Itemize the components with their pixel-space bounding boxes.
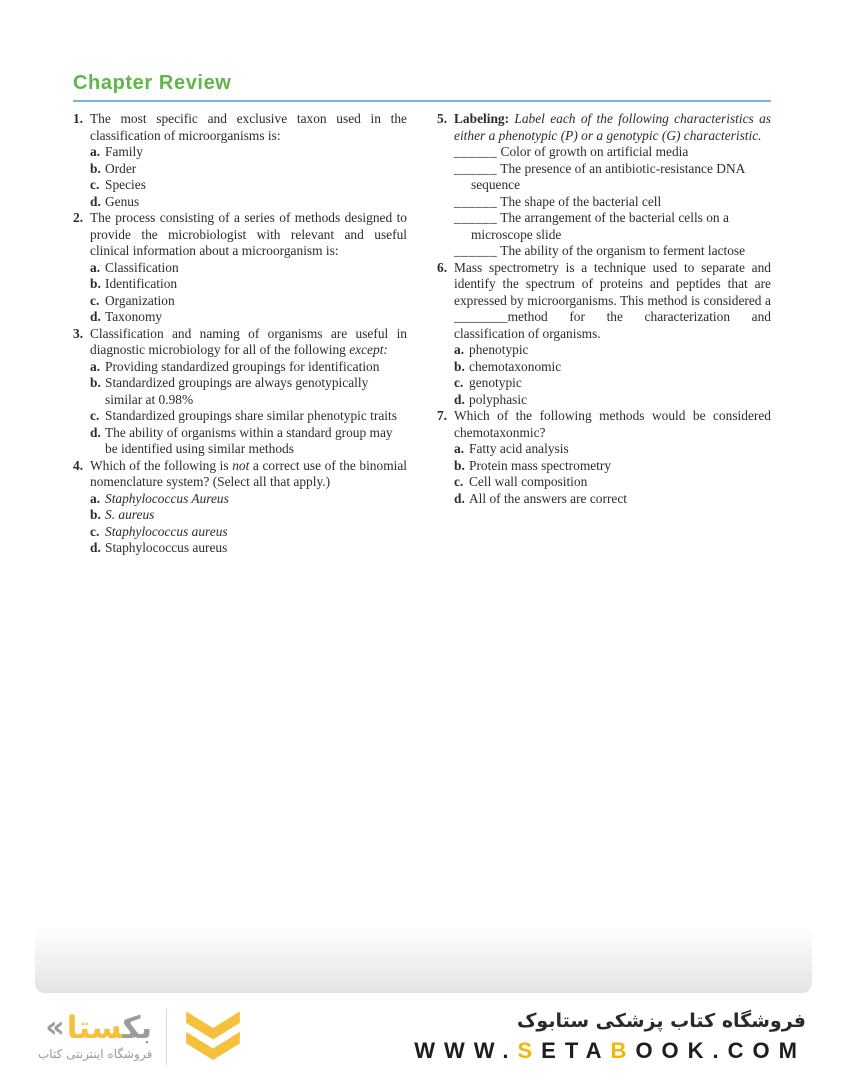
answer-option <box>90 524 407 541</box>
answer-option <box>454 458 771 475</box>
option-text: S. aureus <box>105 507 155 522</box>
option-letter: a. <box>90 490 101 506</box>
option-letter: b. <box>454 457 465 473</box>
labeling-blank-item: ______ The ability of the organism to ferment lactose <box>454 243 746 258</box>
question-number: 2. <box>73 210 84 225</box>
question <box>437 111 771 260</box>
option-letter: d. <box>90 424 101 440</box>
question-number: 5. <box>437 111 448 126</box>
option-letter: b. <box>90 160 101 176</box>
option-letter: a. <box>90 358 101 374</box>
question-number: 1. <box>73 111 84 126</box>
question-prompt: Classification and naming of organisms are useful in diagnostic microbiology for all of the following except: <box>90 325 407 357</box>
option-letter: d. <box>90 540 101 555</box>
option-letter: d. <box>90 309 101 324</box>
question-body <box>454 111 771 260</box>
logo-wordmark-yellow: ستا <box>66 1010 123 1047</box>
website-url <box>414 1038 806 1064</box>
option-letter: c. <box>454 474 464 489</box>
question-columns <box>73 111 771 557</box>
footer-right <box>414 1010 806 1064</box>
labeling-blank-item: ______ The presence of an antibiotic-resistance DNA sequence <box>454 160 745 192</box>
option-text: Providing standardized groupings for identification <box>105 358 380 374</box>
option-text: Organization <box>105 292 175 308</box>
answer-option <box>454 441 771 458</box>
labeling-blank-item: ______ The shape of the bacterial cell <box>454 193 662 209</box>
question-number: 6. <box>437 259 448 275</box>
option-letter: a. <box>454 342 465 357</box>
answer-option <box>90 507 407 524</box>
option-text: Fatty acid analysis <box>469 441 569 456</box>
question-body <box>454 260 771 409</box>
url-segment: ETA <box>541 1037 611 1063</box>
question-number: 4. <box>73 457 84 473</box>
option-letter: d. <box>90 193 101 209</box>
answer-option <box>90 177 407 194</box>
setabook-logo <box>38 1006 245 1068</box>
question <box>73 111 407 210</box>
option-letter: c. <box>454 375 464 390</box>
answer-option <box>454 359 771 376</box>
option-letter: c. <box>90 177 100 192</box>
fill-in-blank-line: ______ <box>454 210 498 225</box>
option-letter: b. <box>454 358 465 374</box>
logo-arrow-icon: « <box>45 1010 65 1046</box>
fill-in-blank-line: ______ <box>454 243 498 258</box>
option-text: Genus <box>105 193 140 209</box>
option-text: Standardized groupings are always genotypically similar at 0.98% <box>105 375 369 407</box>
store-name: فروشگاه کتاب پزشکی ستابوک <box>516 1009 806 1032</box>
answer-option <box>454 342 771 359</box>
option-letter: b. <box>90 507 101 522</box>
question-body <box>90 111 407 210</box>
question <box>437 260 771 409</box>
questions-column-right <box>437 111 771 557</box>
url-segment: S <box>517 1037 542 1063</box>
answer-option <box>90 161 407 178</box>
answer-option <box>90 408 407 425</box>
answer-option <box>90 540 407 557</box>
answer-option <box>454 375 771 392</box>
option-text: Taxonomy <box>105 309 163 324</box>
labeling-blank-item: ______ The arrangement of the bacterial cells on a microscope slide <box>454 210 729 242</box>
option-text: chemotaxonomic <box>469 358 562 374</box>
option-text: The ability of organisms within a standard group may be identified using similar methods <box>105 424 393 456</box>
question-number: 7. <box>437 408 448 423</box>
question-prompt: Which of the following methods would be considered chemotaxonmic? <box>454 408 771 440</box>
option-text: phenotypic <box>469 342 529 357</box>
question-prompt: The most specific and exclusive taxon used in the classification of microorganisms is: <box>90 111 407 143</box>
answer-option <box>90 260 407 277</box>
option-text: Standardized groupings share similar phenotypic traits <box>105 408 397 423</box>
url-segment: WWW. <box>414 1037 518 1063</box>
question-prompt: Mass spectrometry is a technique used to separate and identify the spectrum of proteins and peptides that are expressed by microorganisms. This method is considered a ________method for the characterization and classification of organisms. <box>454 259 771 341</box>
logo-wordmark-gray: بک <box>122 1010 153 1047</box>
option-text: Classification <box>105 259 179 275</box>
fill-in-blank-line: ______ <box>454 160 498 176</box>
option-letter: d. <box>454 391 465 407</box>
answer-option <box>90 144 407 161</box>
option-text: Family <box>105 144 143 159</box>
option-letter: b. <box>90 276 101 291</box>
option-letter: a. <box>90 259 101 275</box>
question <box>73 210 407 326</box>
question-body <box>90 326 407 458</box>
option-letter: c. <box>90 523 100 539</box>
fill-in-blank-line: ______ <box>454 193 498 209</box>
logo-wordmark <box>38 1012 152 1061</box>
question-body <box>90 458 407 557</box>
question-prompt: Labeling: Label each of the following characteristics as either a phenotypic (P) or a genotypic (G) characteristic. <box>454 111 771 143</box>
questions-column-left <box>73 111 407 557</box>
question-prompt: Which of the following is not a correct use of the binomial nomenclature system? (Select all that apply.) <box>90 457 407 489</box>
answer-option <box>454 392 771 409</box>
option-letter: d. <box>454 490 465 506</box>
option-text: Identification <box>105 276 178 291</box>
url-segment: B <box>610 1037 636 1063</box>
answer-option <box>454 474 771 491</box>
page-bottom-shadow <box>35 926 812 993</box>
option-text: Species <box>105 177 146 192</box>
footer <box>0 993 844 1080</box>
answer-option <box>90 293 407 310</box>
option-text: Staphylococcus Aureus <box>105 490 229 506</box>
option-text: Cell wall composition <box>469 474 588 489</box>
option-text: Staphylococcus aureus <box>105 523 228 539</box>
fill-in-blank-line: ______ <box>454 144 498 159</box>
title-rule <box>73 100 771 102</box>
question <box>73 326 407 458</box>
answer-option <box>90 491 407 508</box>
page-title: Chapter Review <box>73 72 232 94</box>
answer-option <box>90 309 407 326</box>
logo-divider <box>166 1009 167 1065</box>
option-text: All of the answers are correct <box>469 490 628 506</box>
answer-option <box>90 194 407 211</box>
option-letter: a. <box>90 144 101 159</box>
chevron-logo-icon <box>181 1006 245 1068</box>
labeling-blank-item: ______ Color of growth on artificial media <box>454 144 689 159</box>
answer-option <box>454 491 771 508</box>
option-letter: a. <box>454 441 465 456</box>
option-text: genotypic <box>469 375 522 390</box>
logo-tagline: فروشگاه اینترنتی کتاب <box>38 1046 153 1061</box>
question-number: 3. <box>73 325 84 341</box>
answer-option <box>90 276 407 293</box>
answer-option <box>90 375 407 408</box>
answer-option <box>90 359 407 376</box>
option-letter: b. <box>90 375 101 390</box>
option-text: Order <box>105 160 137 176</box>
answer-option <box>90 425 407 458</box>
option-letter: c. <box>90 292 100 308</box>
url-segment: OOK.COM <box>635 1037 806 1063</box>
question-body <box>454 408 771 507</box>
question-prompt: The process consisting of a series of methods designed to provide the microbiologist with relevant and useful clinical information about a microorganism is: <box>90 210 407 258</box>
option-text: Protein mass spectrometry <box>469 457 612 473</box>
question <box>73 458 407 557</box>
option-text: Staphylococcus aureus <box>105 540 228 555</box>
question <box>437 408 771 507</box>
question-body <box>90 210 407 326</box>
option-text: polyphasic <box>469 391 528 407</box>
option-letter: c. <box>90 408 100 423</box>
